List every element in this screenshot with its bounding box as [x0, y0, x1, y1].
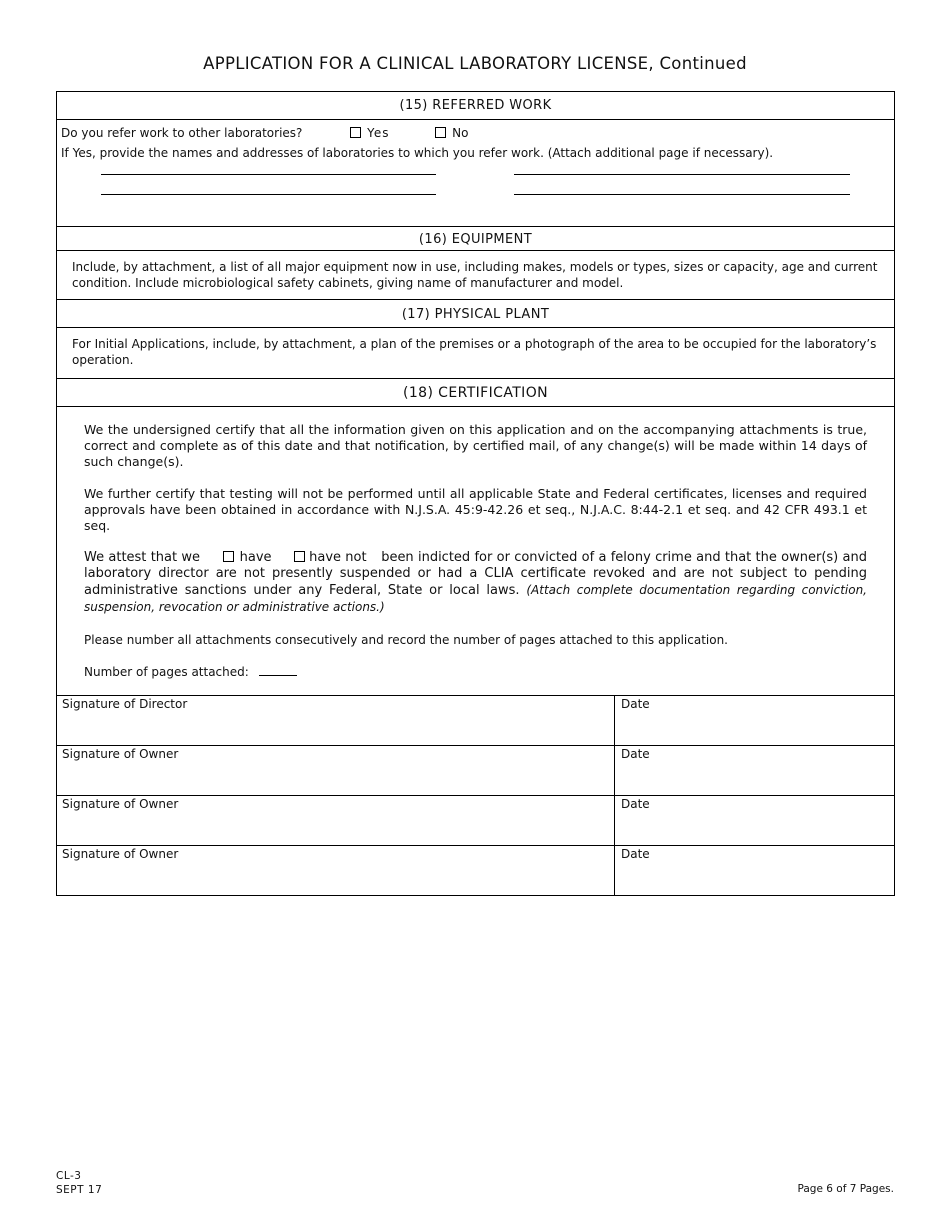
refer-question: Do you refer work to other laboratories?: [61, 126, 303, 140]
referred-work-header: (15) REFERRED WORK: [57, 92, 894, 120]
refer-instruction: If Yes, provide the names and addresses of laboratories to which you refer work. (Attach additional page if necessary).: [61, 146, 774, 160]
no-checkbox[interactable]: [435, 127, 446, 138]
signature-director-field[interactable]: [57, 696, 615, 745]
pages-attached-field[interactable]: [259, 665, 297, 676]
have-checkbox[interactable]: [223, 551, 234, 562]
date-field[interactable]: [615, 746, 894, 795]
have-not-checkbox[interactable]: [294, 551, 305, 562]
refer-question-row: [61, 126, 890, 146]
application-form: [56, 91, 895, 896]
date-label: Date: [621, 847, 650, 861]
equipment-body: Include, by attachment, a list of all major equipment now in use, including makes, models or types, sizes or capacity, age and current condition. Include microbiological safety cabinets, giving name of manufacturer and model.: [72, 260, 878, 290]
date-label: Date: [621, 747, 650, 761]
certification-para-2: We further certify that testing will not be performed until all applicable State and Federal certificates, licenses and required approvals have been obtained in accordance with N.J.S.A. 45:9-42.26 et seq., N.J.A.C. 8:44-2.1 et seq. and 42 CFR 493.1 et seq.: [84, 486, 867, 533]
page-number: Page 6 of 7 Pages.: [797, 1183, 894, 1195]
date-field[interactable]: [615, 796, 894, 845]
referred-lab-line-3[interactable]: [101, 194, 436, 195]
referred-lab-line-2[interactable]: [514, 174, 850, 175]
signature-label: Signature of Owner: [62, 747, 179, 761]
referred-lab-line-4[interactable]: [514, 194, 850, 195]
signature-owner-field[interactable]: [57, 746, 615, 795]
date-label: Date: [621, 697, 650, 711]
certification-para-4: Please number all attachments consecutively and record the number of pages attached to this application.: [84, 633, 728, 647]
signature-label: Signature of Owner: [62, 847, 179, 861]
signature-label: Signature of Director: [62, 697, 188, 711]
equipment-header: (16) EQUIPMENT: [57, 229, 894, 251]
referred-lab-line-1[interactable]: [101, 174, 436, 175]
attestation-paragraph: [84, 550, 867, 616]
form-id: CL-3: [56, 1170, 82, 1182]
attest-prefix: We attest that we: [84, 550, 201, 565]
signature-label: Signature of Owner: [62, 797, 179, 811]
physical-plant-body: For Initial Applications, include, by attachment, a plan of the premises or a photograph of the area to be occupied for the laboratory’s operation.: [72, 337, 877, 367]
form-footer-id: [56, 1169, 102, 1197]
date-field[interactable]: [615, 696, 894, 745]
referred-lab-lines: [61, 160, 890, 212]
no-label: No: [452, 126, 469, 140]
physical-plant-header: (17) PHYSICAL PLANT: [57, 302, 894, 328]
have-label: have: [239, 550, 272, 565]
page-title: APPLICATION FOR A CLINICAL LABORATORY LICENSE, Continued: [203, 54, 747, 73]
date-field[interactable]: [615, 846, 894, 895]
signature-row-owner-3: [57, 845, 894, 895]
yes-label: Yes: [367, 126, 390, 140]
certification-header: (18) CERTIFICATION: [57, 381, 894, 407]
signature-row-director: [57, 695, 894, 745]
pages-attached-label: Number of pages attached:: [84, 665, 249, 679]
attest-text: been indicted for or convicted of a felony crime and that the owner(s) and laboratory director are not presently suspended or had a CLIA certificate revoked and are not subject to pending administrative sanctions under any Federal, State or local laws.: [84, 550, 868, 598]
signature-row-owner-1: [57, 745, 894, 795]
certification-body: [57, 407, 894, 695]
signature-row-owner-2: [57, 795, 894, 845]
signature-owner-field[interactable]: [57, 796, 615, 845]
pages-attached-row: [84, 665, 867, 679]
certification-para-1: We the undersigned certify that all the information given on this application and on the accompanying attachments is true, correct and complete as of this date and that notification, by certified mail, of any change(s) will be made within 14 days of such change(s).: [84, 422, 867, 469]
referred-work-body: [57, 120, 894, 226]
date-label: Date: [621, 797, 650, 811]
attest-note: (Attach complete documentation regarding conviction, suspension, revocation or administrative actions.): [84, 583, 867, 614]
signature-owner-field[interactable]: [57, 846, 615, 895]
yes-checkbox[interactable]: [350, 127, 361, 138]
have-not-label: have not: [309, 550, 367, 565]
form-revision: SEPT 17: [56, 1184, 103, 1196]
